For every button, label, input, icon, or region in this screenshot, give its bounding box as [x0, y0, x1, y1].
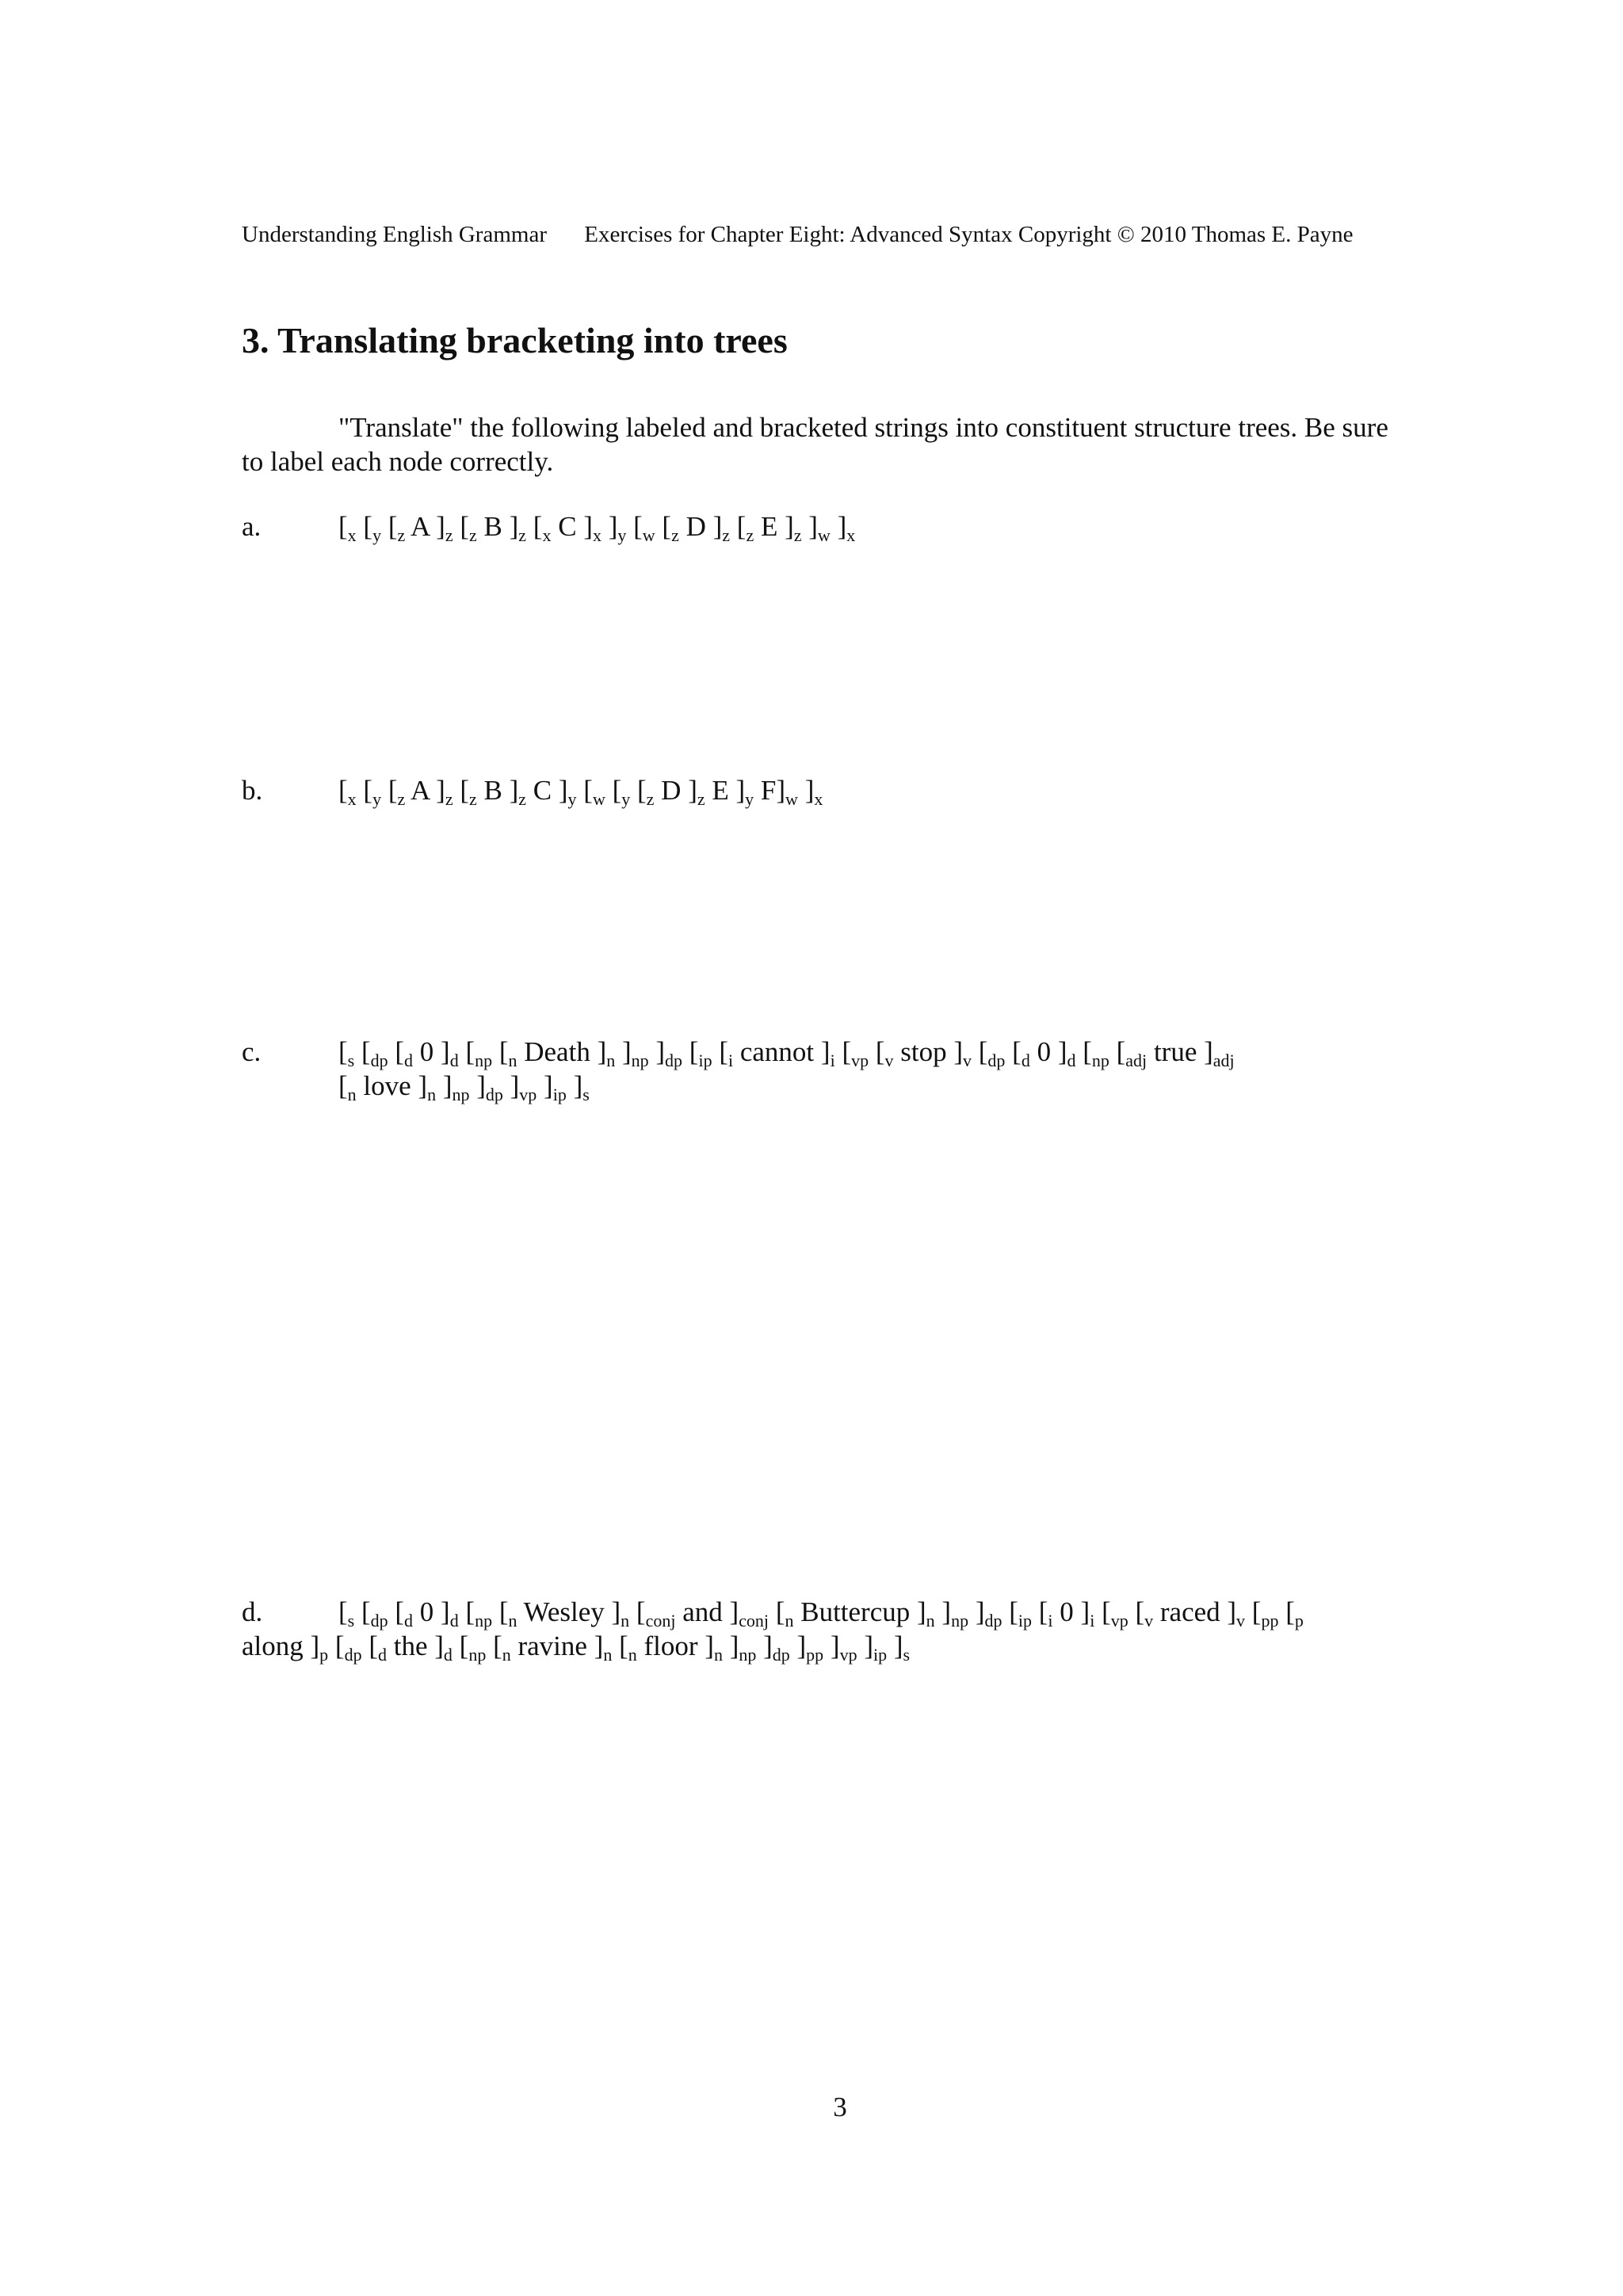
bracket-label: i: [727, 1051, 734, 1070]
bracket-label: d: [449, 1051, 459, 1070]
bracket-label: ip: [873, 1645, 888, 1665]
bracket-label: x: [542, 525, 552, 545]
bracket-label: d: [443, 1645, 453, 1665]
bracket-label: ip: [698, 1051, 712, 1070]
bracket-label: n: [785, 1611, 794, 1630]
bracket-label: n: [621, 1611, 630, 1630]
bracket-label: w: [642, 525, 655, 545]
bracket-label: np: [452, 1085, 470, 1104]
bracket-label: adj: [1125, 1051, 1148, 1070]
bracket-label: n: [508, 1051, 517, 1070]
bracket-label: d: [1067, 1051, 1076, 1070]
bracket-label: x: [347, 789, 357, 809]
bracket-label: dp: [370, 1611, 388, 1630]
bracket-label: z: [397, 525, 406, 545]
bracket-label: x: [846, 525, 856, 545]
instructions-paragraph: "Translate" the following labeled and bracketed strings into constituent structure trees. Be sure to label each node correctly.: [242, 412, 1388, 477]
bracket-label: i: [830, 1051, 835, 1070]
bracket-label: n: [628, 1645, 637, 1665]
bracket-label: z: [697, 789, 705, 809]
bracket-label: p: [319, 1645, 329, 1665]
bracket-label: z: [445, 789, 453, 809]
exercise-label: a.: [242, 511, 262, 542]
bracket-label: z: [397, 789, 406, 809]
bracket-label: i: [1090, 1611, 1095, 1630]
header-book-title: Understanding English Grammar: [242, 222, 547, 247]
bracketed-string-line-2: [$_n$ love ]$_n$ ]$_{np}$ ]$_{dp}$ ]$_{vp}$ ]$_{ip}$ ]$_s$: [338, 1070, 590, 1104]
bracket-label: ip: [1018, 1611, 1032, 1630]
bracket-label: x: [592, 525, 601, 545]
bracket-label: conj: [739, 1611, 769, 1630]
bracket-label: i: [1048, 1611, 1053, 1630]
bracket-label: x: [347, 525, 357, 545]
bracket-label: dp: [984, 1611, 1002, 1630]
bracket-label: np: [739, 1645, 757, 1665]
exercise-label: d.: [242, 1596, 263, 1627]
bracket-label: d: [449, 1611, 459, 1630]
exercise-label: b.: [242, 775, 263, 806]
bracket-label: v: [884, 1051, 894, 1070]
bracketed-string-line-1: [$_s$ [$_{dp}$ [$_d$ 0 ]$_d$ [$_{np}$ [$_n$ Wesley ]$_n$ [$_{conj}$ and ]$_{conj}$ [$_n$ Buttercup ]$_n$ ]$_{np}$ ]$_{dp}$ [$_{ip}$ [$_i$ 0 ]$_i$ [$_{vp}$ [$_v$ raced ]$_v$ [$_{pp}$ [$_p$: [338, 1596, 1304, 1630]
bracket-label: n: [926, 1611, 935, 1630]
bracket-label: z: [518, 789, 527, 809]
bracket-label: vp: [519, 1085, 537, 1104]
running-header: [242, 222, 1415, 248]
bracketed-string-line-1: [$_s$ [$_{dp}$ [$_d$ 0 ]$_d$ [$_{np}$ [$_n$ Death ]$_n$ ]$_{np}$ ]$_{dp}$ [$_{ip}$ [$_i$ cannot ]$_i$ [$_{vp}$ [$_v$ stop ]$_v$ [$_{dp}$ [$_d$ 0 ]$_d$ [$_{np}$ [$_{adj}$ true ]$_{adj}$: [338, 1036, 1235, 1070]
bracket-label: s: [582, 1085, 590, 1104]
bracket-label: n: [508, 1611, 517, 1630]
bracket-label: z: [468, 789, 477, 809]
exercise-label: c.: [242, 1036, 262, 1067]
page-number: 3: [833, 2092, 847, 2122]
bracket-label: s: [347, 1051, 355, 1070]
bracket-label: x: [814, 789, 823, 809]
bracket-label: s: [903, 1645, 911, 1665]
bracket-label: vp: [1110, 1611, 1128, 1630]
bracket-label: n: [427, 1085, 437, 1104]
section-title: 3. Translating bracketing into trees: [242, 320, 788, 360]
bracket-label: y: [745, 789, 754, 809]
bracket-label: np: [468, 1645, 487, 1665]
bracket-label: n: [713, 1645, 723, 1665]
bracket-label: dp: [665, 1051, 683, 1070]
bracket-label: z: [671, 525, 679, 545]
bracket-label: n: [606, 1051, 616, 1070]
header-chapter-copyright: Exercises for Chapter Eight: Advanced Syntax Copyright © 2010 Thomas E. Payne: [584, 222, 1354, 247]
bracket-label: ip: [552, 1085, 567, 1104]
bracket-label: v: [1144, 1611, 1154, 1630]
bracket-label: np: [475, 1611, 493, 1630]
bracket-label: w: [817, 525, 831, 545]
bracket-label: dp: [772, 1645, 790, 1665]
bracket-label: n: [502, 1645, 511, 1665]
bracket-label: dp: [485, 1085, 503, 1104]
bracket-label: adj: [1212, 1051, 1235, 1070]
bracket-label: y: [617, 525, 627, 545]
bracket-label: np: [1091, 1051, 1109, 1070]
bracket-label: dp: [987, 1051, 1006, 1070]
bracket-label: np: [951, 1611, 969, 1630]
bracket-label: n: [603, 1645, 613, 1665]
bracket-label: d: [377, 1645, 387, 1665]
bracket-label: z: [468, 525, 477, 545]
bracket-label: dp: [370, 1051, 388, 1070]
bracket-label: z: [793, 525, 802, 545]
bracket-label: z: [445, 525, 453, 545]
bracket-label: d: [1021, 1051, 1030, 1070]
bracket-label: d: [404, 1611, 414, 1630]
bracketed-string-line-2: along ]$_p$ [$_{dp}$ [$_d$ the ]$_d$ [$_{np}$ [$_n$ ravine ]$_n$ [$_n$ floor ]$_n$ ]$_{np}$ ]$_{dp}$ ]$_{pp}$ ]$_{vp}$ ]$_{ip}$ ]$_s$: [242, 1630, 911, 1665]
bracket-label: z: [518, 525, 527, 545]
bracket-label: vp: [839, 1645, 857, 1665]
bracket-label: w: [592, 789, 605, 809]
bracketed-string: [$_x$ [$_y$ [$_z$ A ]$_z$ [$_z$ B ]$_z$ C ]$_y$ [$_w$ [$_y$ [$_z$ D ]$_z$ E ]$_y$ $F]_w$ ]$_x$: [338, 775, 823, 809]
bracket-label: pp: [1261, 1611, 1279, 1630]
bracket-label: w: [785, 789, 798, 809]
bracket-label: dp: [344, 1645, 362, 1665]
bracket-label: y: [567, 789, 577, 809]
bracket-label: np: [475, 1051, 493, 1070]
bracket-label: conj: [645, 1611, 676, 1630]
bracket-label: vp: [851, 1051, 869, 1070]
bracket-label: s: [347, 1611, 355, 1630]
bracket-label: np: [631, 1051, 649, 1070]
bracket-label: p: [1294, 1611, 1304, 1630]
bracket-label: v: [963, 1051, 972, 1070]
bracket-label: z: [722, 525, 731, 545]
bracket-label: z: [746, 525, 754, 545]
bracket-label: d: [404, 1051, 414, 1070]
bracket-label: y: [372, 525, 382, 545]
bracket-label: n: [347, 1085, 357, 1104]
bracket-label: y: [621, 789, 631, 809]
bracket-label: v: [1236, 1611, 1246, 1630]
bracketed-string: [$_x$ [$_y$ [$_z$ A ]$_z$ [$_z$ B ]$_z$ [$_x$ C ]$_x$ ]$_y$ [$_w$ [$_z$ D ]$_z$ [$_z$ E ]$_z$ ]$_w$ ]$_x$: [338, 511, 856, 545]
bracket-label: z: [646, 789, 655, 809]
bracket-label: pp: [806, 1645, 824, 1665]
bracket-label: y: [372, 789, 382, 809]
